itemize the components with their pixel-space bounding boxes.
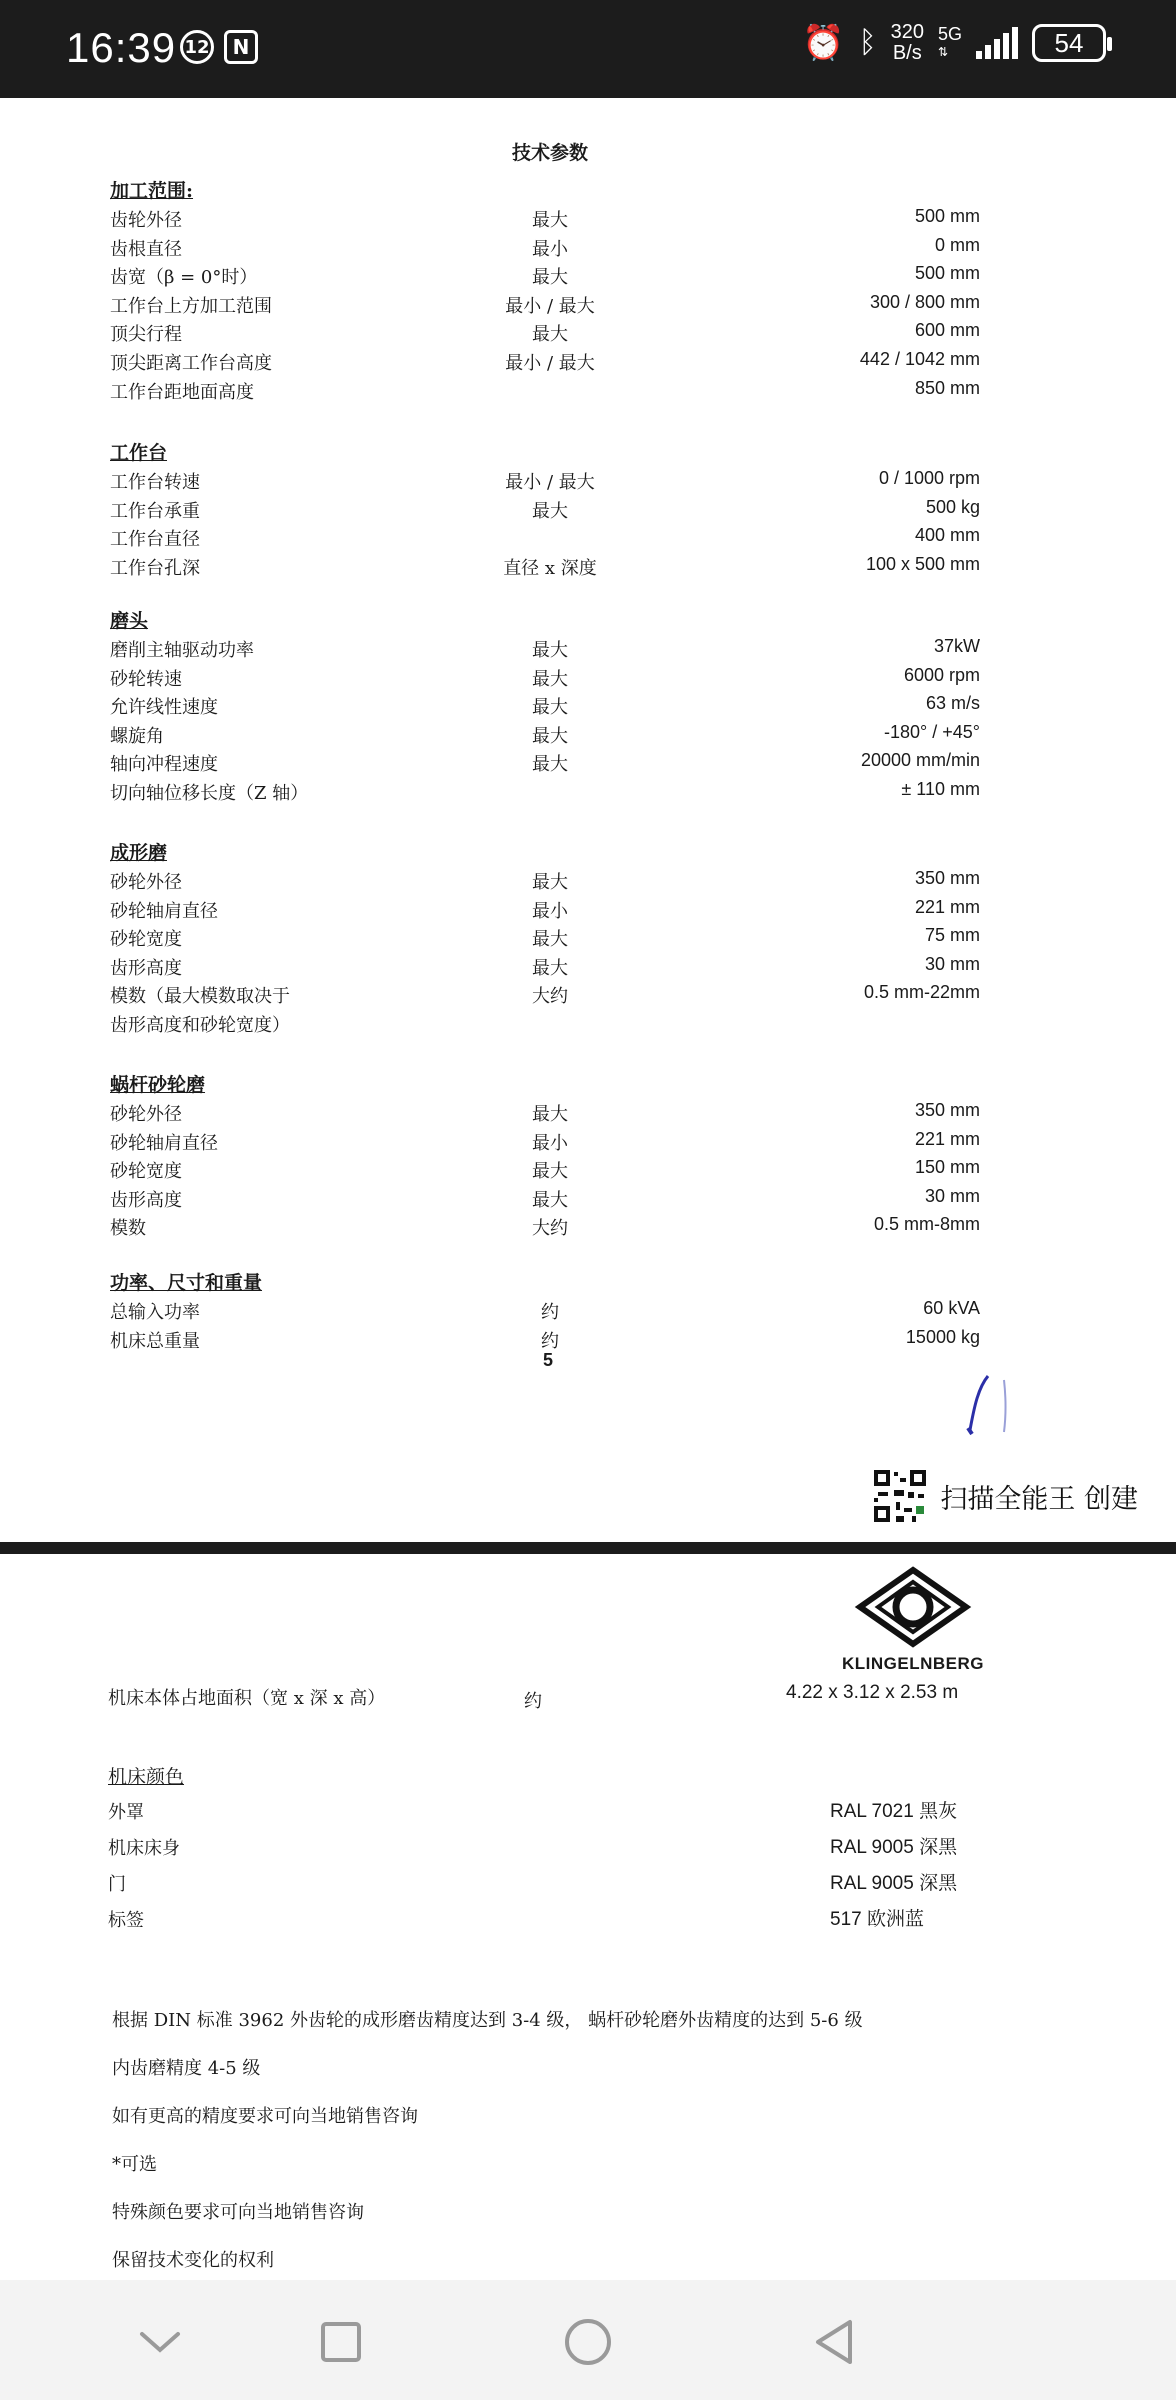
- spec-label: 砂轮宽度: [110, 1161, 182, 1183]
- page-number: 5: [543, 1350, 554, 1370]
- spec-qualifier: 最大: [532, 1161, 568, 1183]
- spec-value: 850 mm: [914, 377, 980, 398]
- spec-qualifier: 最小 / 最大: [505, 472, 595, 493]
- spec-row: [0, 525, 1176, 553]
- spec-value: 100 x 500 mm: [865, 553, 980, 574]
- spec-qualifier: 最大: [532, 668, 568, 690]
- spec-value: 150 mm: [914, 1157, 980, 1178]
- spec-qualifier: 大约: [532, 1218, 568, 1240]
- spec-value: 400 mm: [914, 525, 980, 546]
- note-line: 保留技术变化的权利: [112, 2250, 274, 2271]
- spec-label: 工作台距地面高度: [110, 381, 254, 403]
- square-icon: [319, 2320, 363, 2364]
- spec-value: 221 mm: [914, 1128, 980, 1149]
- spec-value: 500 kg: [925, 496, 980, 517]
- spec-row: [0, 868, 1176, 896]
- network-speed: [891, 22, 924, 64]
- section-heading: 蜗杆砂轮磨: [110, 1074, 206, 1096]
- spec-qualifier: 最小 / 最大: [505, 353, 595, 374]
- spec-row: [0, 235, 1176, 263]
- spec-label: 齿宽（β = 0°时）: [110, 267, 258, 289]
- spec-row: [0, 779, 1176, 807]
- spec-label: 砂轮轴肩直径: [110, 900, 218, 922]
- spec-label: 砂轮转速: [110, 668, 182, 690]
- spec-value: 75 mm: [924, 925, 980, 946]
- status-time: 16:39: [66, 24, 177, 71]
- spec-row: [0, 468, 1176, 496]
- color-heading: 机床颜色: [108, 1766, 185, 1788]
- spec-qualifier: 最小: [532, 900, 568, 922]
- note-line: 如有更高的精度要求可向当地销售咨询: [112, 2106, 418, 2127]
- klingelnberg-logo-icon: [854, 1566, 972, 1648]
- spec-value: 0.5 mm-8mm: [873, 1214, 980, 1235]
- spec-row: [0, 1129, 1176, 1157]
- spec-label: 齿形高度: [110, 957, 182, 979]
- spec-row: [0, 750, 1176, 778]
- spec-row: [0, 1327, 1176, 1355]
- spec-row: [0, 665, 1176, 693]
- section-heading: 成形磨: [110, 842, 168, 864]
- document-title: 技术参数: [511, 142, 588, 164]
- spec-label: 工作台上方加工范围: [110, 295, 272, 317]
- spec-label: 磨削主轴驱动功率: [110, 640, 254, 661]
- signal-strength-icon: [976, 27, 1018, 59]
- spec-row: [0, 1214, 1176, 1242]
- spec-label: 工作台承重: [110, 500, 200, 522]
- alarm-clock-icon: ⏰: [802, 23, 845, 63]
- status-bar: [0, 0, 1176, 98]
- spec-qualifier: 最小 / 最大: [505, 295, 595, 317]
- spec-value: ± 110 mm: [901, 779, 980, 799]
- spec-qualifier: 最大: [532, 929, 568, 951]
- spec-row: [0, 497, 1176, 525]
- spec-value: 63 m/s: [925, 693, 980, 714]
- color-part-label: 标签: [108, 1910, 144, 1931]
- spec-qualifier: 最大: [532, 210, 568, 231]
- spec-row: [0, 897, 1176, 925]
- spec-value: 300 / 800 mm: [869, 291, 980, 312]
- spec-value: 30 mm: [924, 1185, 980, 1206]
- network-type-label: 5G: [937, 24, 962, 44]
- spec-row: [0, 1100, 1176, 1128]
- logo-text: KLINGELNBERG: [842, 1654, 984, 1673]
- klingelnberg-logo: [838, 1566, 988, 1674]
- spec-row: [0, 925, 1176, 953]
- spec-label: 工作台转速: [110, 472, 200, 493]
- spec-qualifier: 约: [541, 1302, 559, 1323]
- spec-label: 允许线性速度: [110, 697, 218, 719]
- spec-qualifier: 最大: [532, 1189, 568, 1211]
- spec-label: 模数: [110, 1218, 146, 1240]
- spec-label: 机床总重量: [110, 1330, 200, 1352]
- notification-app-icon: 12: [180, 30, 214, 64]
- spec-row: [0, 1011, 1176, 1039]
- spec-value: 37kW: [933, 636, 980, 656]
- spec-value: 500 mm: [914, 206, 980, 226]
- recent-apps-button[interactable]: [313, 2314, 369, 2370]
- navigation-bar: [0, 2280, 1176, 2400]
- spec-label: 砂轮外径: [110, 872, 182, 893]
- document-page-2[interactable]: [0, 1554, 1176, 2280]
- note-line: 内齿磨精度 4-5 级: [112, 2058, 261, 2079]
- spec-label: 顶尖行程: [110, 324, 182, 346]
- spec-label: 切向轴位移长度（Z 轴）: [110, 783, 309, 804]
- spec-value: 0 / 1000 rpm: [878, 468, 980, 488]
- spec-label: 砂轮轴肩直径: [110, 1132, 218, 1154]
- spec-label: 工作台孔深: [110, 557, 200, 579]
- spec-qualifier: 最大: [532, 500, 568, 522]
- spec-label: 齿形高度: [110, 1189, 182, 1211]
- section-heading: 加工范围:: [110, 180, 194, 202]
- spec-row: [0, 378, 1176, 406]
- chevron-down-icon[interactable]: [132, 2314, 188, 2370]
- spec-label: 螺旋角: [110, 725, 164, 747]
- note-line: 根据 DIN 标准 3962 外齿轮的成形磨齿精度达到 3-4 级， 蜗杆砂轮磨外齿精度的达到 5-6 级: [112, 2010, 863, 2031]
- spec-row: [0, 636, 1176, 664]
- spec-value: 30 mm: [924, 953, 980, 974]
- spec-qualifier: 最大: [532, 1104, 568, 1125]
- spec-qualifier: 最大: [532, 754, 568, 776]
- spec-value: 6000 rpm: [903, 664, 980, 685]
- spec-row: [0, 1186, 1176, 1214]
- spec-label: 顶尖距离工作台高度: [110, 353, 272, 374]
- spec-qualifier: 最大: [532, 697, 568, 719]
- footprint-label: 机床本体占地面积（宽 x 深 x 高）: [108, 1688, 386, 1709]
- qr-code-icon: [872, 1468, 928, 1524]
- spec-value: 60 kVA: [923, 1298, 980, 1318]
- network-speed-value: 320: [890, 21, 924, 43]
- footprint-value: 4.22 x 3.12 x 2.53 m: [786, 1682, 959, 1703]
- color-part-label: 外罩: [108, 1802, 144, 1823]
- spec-qualifier: 最大: [532, 725, 568, 747]
- spec-label: 轴向冲程速度: [110, 754, 218, 776]
- spec-label: 齿轮外径: [110, 210, 182, 231]
- spec-row: [0, 263, 1176, 291]
- color-value: RAL 9005 深黑: [830, 1873, 958, 1894]
- status-right-icons: [802, 22, 1106, 64]
- note-line: *可选: [112, 2154, 157, 2175]
- section-heading: 功率、尺寸和重量: [110, 1272, 263, 1294]
- spec-value: 500 mm: [914, 263, 980, 284]
- status-left-icons: [180, 30, 258, 64]
- spec-qualifier: 最大: [532, 640, 568, 661]
- spec-row: [0, 954, 1176, 982]
- spec-label: 齿根直径: [110, 238, 182, 260]
- spec-qualifier: 最大: [532, 957, 568, 979]
- home-button[interactable]: [560, 2314, 616, 2370]
- spec-qualifier: 约: [541, 1330, 559, 1352]
- spec-value: 20000 mm/min: [860, 750, 980, 771]
- watermark-text: 扫描全能王 创建: [940, 1483, 1138, 1515]
- spec-row: [0, 320, 1176, 348]
- spec-qualifier: 最大: [532, 872, 568, 893]
- spec-label: 砂轮宽度: [110, 929, 182, 951]
- spec-value: 221 mm: [914, 896, 980, 917]
- color-value: 517 欧洲蓝: [830, 1909, 924, 1930]
- spec-row: [0, 722, 1176, 750]
- spec-row: [0, 1298, 1176, 1326]
- triangle-back-icon: [812, 2318, 856, 2366]
- spec-row: [0, 292, 1176, 320]
- spec-value: 0 mm: [935, 234, 980, 255]
- back-button[interactable]: [806, 2314, 862, 2370]
- footprint-qualifier: 约: [524, 1691, 542, 1712]
- spec-qualifier: 最小: [532, 1132, 568, 1154]
- spec-value: 15000 kg: [905, 1326, 980, 1347]
- color-value: RAL 9005 深黑: [830, 1837, 958, 1858]
- signature-mark: [962, 1368, 1022, 1438]
- spec-value: -180° / +45°: [884, 721, 980, 742]
- spec-qualifier: 大约: [532, 986, 568, 1008]
- document-page-1[interactable]: [0, 98, 1176, 1542]
- network-type: [938, 25, 962, 61]
- spec-row: [0, 1157, 1176, 1185]
- color-part-label: 门: [108, 1874, 126, 1895]
- spec-qualifier: 最大: [532, 267, 568, 289]
- note-line: 特殊颜色要求可向当地销售咨询: [112, 2202, 364, 2223]
- scanner-watermark: [872, 1468, 1138, 1524]
- spec-value: 442 / 1042 mm: [859, 349, 980, 369]
- nfc-icon: N: [224, 30, 258, 64]
- spec-label: 齿形高度和砂轮宽度）: [110, 1015, 290, 1036]
- bluetooth-icon: ᛒ: [858, 25, 877, 60]
- section-heading: 工作台: [110, 442, 168, 464]
- spec-label: 砂轮外径: [110, 1104, 182, 1125]
- spec-value: 0.5 mm-22mm: [863, 982, 980, 1003]
- spec-label: 工作台直径: [110, 529, 200, 551]
- circle-icon: [563, 2317, 613, 2367]
- spec-label: 模数（最大模数取决于: [110, 986, 290, 1008]
- spec-value: 350 mm: [914, 1100, 980, 1120]
- spec-qualifier: 最小: [532, 238, 568, 260]
- spec-value: 600 mm: [914, 320, 980, 341]
- spec-row: [0, 554, 1176, 582]
- color-value: RAL 7021 黑灰: [830, 1801, 958, 1822]
- spec-label: 总输入功率: [110, 1302, 200, 1323]
- spec-row: [0, 693, 1176, 721]
- spec-row: [0, 982, 1176, 1010]
- network-speed-unit: B/s: [892, 42, 922, 64]
- spec-qualifier: 最大: [532, 324, 568, 346]
- battery-level: 54: [1054, 27, 1084, 58]
- battery-icon: [1032, 24, 1106, 62]
- spec-value: 350 mm: [914, 868, 980, 888]
- spec-row: [0, 206, 1176, 234]
- color-part-label: 机床床身: [108, 1838, 180, 1859]
- spec-row: [0, 349, 1176, 377]
- data-arrows-icon: ⇅: [937, 45, 949, 59]
- spec-qualifier: 直径 x 深度: [503, 557, 597, 579]
- page-divider: [0, 1542, 1176, 1554]
- section-heading: 磨头: [110, 610, 149, 632]
